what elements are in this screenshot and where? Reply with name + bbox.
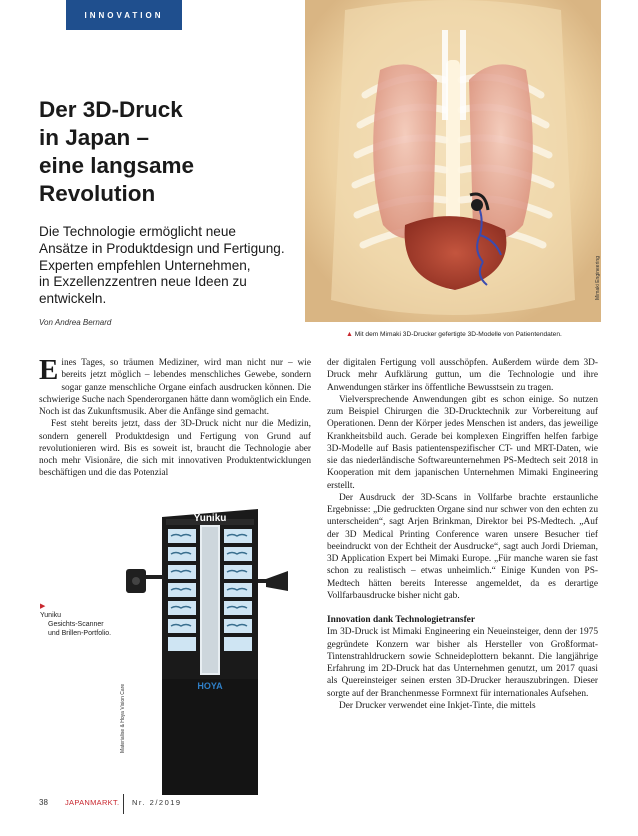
photo-stand-caption — [40, 602, 111, 638]
paragraph: der digitalen Fertigung voll ausschöpfen. Außerdem würde dem 3D-Druck mehr Aufklärung guttun, um die Technologie und ihre Anwendungen stärker ins öffentliche Bewusstsein zu tragen. — [327, 358, 598, 393]
subtitle-line: entwickeln. — [39, 291, 107, 307]
yuniku-stand-illustration — [126, 509, 294, 795]
photo-stand-caption-line: Gesichts-Scanner — [48, 621, 104, 628]
photo-stand-credit: Materialise & Hoya Vision Care — [120, 683, 126, 753]
subtitle-line: in Exzellenzzentren neue Ideen zu — [39, 274, 247, 290]
subheading: Innovation dank Technologietransfer — [327, 615, 475, 625]
paragraph: Vielversprechende Anwendungen gibt es schon einige. So nutzen zum Beispiel Chirurgen die 3D-Drucktechnik zur Vorbereitung auf Operationen. Denn der Körper jedes Menschen ist anders, das jeweilige Krankheitsbild auch. Gerade bei komplexen Eingriffen helfen farbige 3D-Modelle auf Basis patientenspezifischer CT- und MRT-Daten, wie sie das niederländische Softwareunternehmen PS-Medtech seit 2018 in Kooperation mit dem japanischen Unternehmen Mimaki Engineering erstellt. — [327, 394, 598, 491]
issue-number: Nr. 2/2019 — [132, 798, 182, 807]
caption-text: Yuniku — [40, 612, 62, 619]
text-column-left — [39, 354, 311, 480]
paragraph: Fest steht bereits jetzt, dass der 3D-Druck nicht nur die Medizin, sondern generell Produktdesign und Fertigung von Grund auf revolutionieren wird. Bis es soweit ist, braucht die Technologie aber noch mehr Visionäre, die sich mit innovativen Produktentwicklungen beschäftigen und die das Potenzial — [39, 419, 311, 479]
paragraph: Im 3D-Druck ist Mimaki Engineering ein Neueinsteiger, denn der 1975 gegründete Konzern war bisher als Hersteller von Großformat-Tintenstrahldruckern sowie Schneideplottern bekannt. Die langjährige Erfahrung im 2D-Druck hat das Unternehmen genutzt, um 2017 quasi als Quereinsteiger seinen ersten 3D-Drucker herauszubringen. Dieser sorgte auf der Branchenmesse Formnext für internationales Aufsehen. — [327, 627, 598, 699]
article-title — [39, 96, 289, 208]
subtitle-line: Ansätze in Produktdesign und Fertigung. — [39, 240, 285, 256]
subtitle-line: Experten empfehlen Unternehmen, — [39, 257, 251, 273]
anatomical-model-illustration — [305, 0, 601, 322]
title-line: eine langsame — [39, 153, 195, 178]
drop-cap: E — [39, 354, 59, 386]
title-line: Der 3D-Druck — [39, 97, 183, 122]
title-line: Revolution — [39, 181, 156, 206]
stand-brand-top: Yuniku — [193, 513, 227, 524]
stand-brand-bottom: HOYA — [197, 681, 223, 691]
photo-stand-caption-line — [40, 602, 111, 620]
magazine-name: JAPANMARKT. — [65, 798, 120, 807]
paragraph: Der Drucker verwendet eine Inkjet-Tinte, die mittels — [339, 700, 536, 711]
subtitle-line: Die Technologie ermöglicht neue — [39, 224, 236, 239]
anatomical-model-photo — [305, 0, 601, 322]
triangle-up-icon: ▲ — [346, 331, 353, 338]
photo-top-caption-text: Mit dem Mimaki 3D-Drucker gefertigte 3D-Modelle von Patientendaten. — [354, 331, 562, 338]
photo-stand-caption-line: und Brillen-Portfolio. — [48, 630, 112, 637]
article-subtitle — [39, 224, 309, 308]
section-tag: INNOVATION — [66, 0, 182, 30]
author-byline: Von Andrea Bernard — [39, 318, 112, 327]
text-column-right — [327, 357, 598, 712]
paragraph — [39, 354, 311, 418]
page-number: 38 — [39, 798, 48, 807]
paragraph-text: ines Tages, so träumen Mediziner, wird man nicht nur – wie bereits jetzt möglich – lebendes menschliches Gewebe, sondern sogar ganze menschliche Organe einfach ausdrucken können. Die schwierige Suche nach Spenderorganen hätte dann womöglich ein Ende. Noch ist das Zukunftsmusik. Aber die Anfänge sind gemacht. — [39, 358, 311, 417]
paragraph: Der Ausdruck der 3D-Scans in Vollfarbe brachte erstaunliche Ergebnisse: „Die gedruckten Organe sind nur schwer von den echten zu unterscheiden“, sagt Arjen Brinkman, Direktor bei PS-Medtech. „Auf der 3D Medical Printing Conference waren unsere Besucher tief beeindruckt von der Echtheit der Ausdrucke“, sagt auch Jordi Drieman, 3D Application Expert bei Mimaki Europe. „Für manche waren sie fast schon zu realistisch – etwas unheimlich.“ Einige Kunden von PS-Medtech hätten bereits Interesse angemeldet, da es derartige Vollfarbausdrucke bisher nicht gab. — [327, 492, 598, 601]
footer-divider — [123, 794, 124, 814]
triangle-right-icon: ▶ — [40, 603, 46, 610]
yuniku-stand-photo — [126, 509, 294, 795]
photo-top-caption — [346, 331, 562, 338]
title-line: in Japan – — [39, 125, 150, 150]
page-footer — [0, 794, 638, 836]
photo-top-credit: Mimaki Engineering — [595, 256, 601, 300]
